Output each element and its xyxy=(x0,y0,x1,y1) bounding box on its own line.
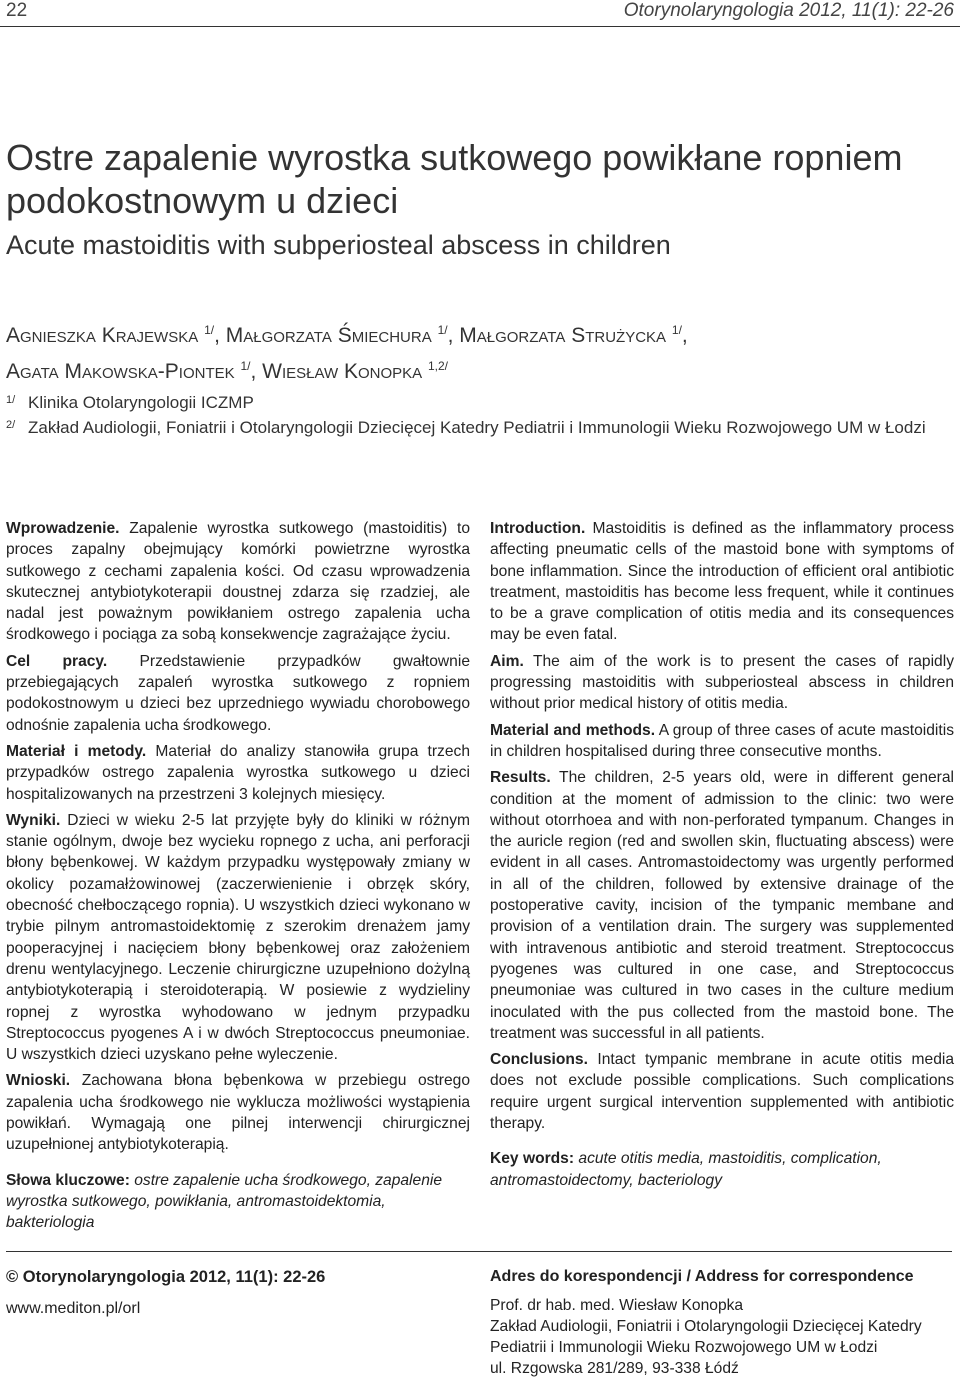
keywords-text: ostre zapalenie ucha środkowego, zapalenie wyrostka sutkowego, powikłania, antromastoidektomia, bakteriologia xyxy=(6,1171,443,1232)
affiliation-item xyxy=(6,415,936,440)
author-name: Małgorzata Strużycka xyxy=(459,324,667,347)
correspondence-address xyxy=(490,1266,955,1379)
section-text: Materiał do analizy stanowiła grupa trzech przypadków ostrego zapalenia wyrostka sutkowego u dzieci hospitalizowanych na przestrzeni 3 kolejnych miesięcy. xyxy=(6,742,470,803)
abstract-paragraph xyxy=(490,720,954,763)
abstract-paragraph xyxy=(490,1049,954,1134)
section-label: Conclusions. xyxy=(490,1051,588,1069)
author-name: Agata Makowska-Piontek xyxy=(6,360,235,383)
section-text: The aim of the work is to present the cases of rapidly progressing mastoiditis with subperiosteal abscess in children without prior medical history of otitis media. xyxy=(490,652,954,713)
section-label: Wnioski. xyxy=(6,1072,71,1090)
author-list xyxy=(6,315,951,387)
author-separator: , xyxy=(681,324,688,347)
section-label: Introduction. xyxy=(490,520,586,537)
author-name: Wiesław Konopka xyxy=(262,360,423,383)
journal-citation: Otorynolaryngologia 2012, 11(1): 22-26 xyxy=(623,0,954,21)
section-label: Materiał i metody. xyxy=(6,742,147,760)
footer-publication xyxy=(6,1266,325,1320)
keywords-text: acute otitis media, mastoiditis, complication, antromastoidectomy, bacteriology xyxy=(490,1150,882,1189)
affiliation-mark: 2/ xyxy=(6,419,16,431)
section-text: A group of three cases of acute mastoiditis in children hospitalised during three consecutive months. xyxy=(490,721,954,760)
section-text: Zachowana błona bębenkowa w przebiegu ostrego zapalenia ucha środkowego nie wyklucza możliwości wystąpienia powikłań. Wymagają one pilnej interwencji chirurgicznej uzupełnionej antybiotykoterapią. xyxy=(6,1072,470,1154)
abstract-paragraph xyxy=(6,651,470,736)
section-text: The children, 2-5 years old, were in different general condition at the moment of admission to the clinic: two were without otorrhoea and with non-perforated tympanum. Changes in the auricle region (red and swollen skin, fluctuating abscess) were evident in all cases. Antromastoidectomy was urgently performed in all of the children, followed by extensive drainage of the postoperative cavity, incision of the tympanic membane and provision of a ventilation drain. The surgery was supplemented with intravenous antibiotic and steroid treatment. Streptococcus pyogenes was cultured in one case, and Streptococcus pneumoniae was cultured in two cases in the culture medium inoculated with the pus collected from the mastoid bone. The treatment was successful in all patients. xyxy=(490,769,954,1042)
page-number: 22 xyxy=(6,0,28,21)
address-line: Zakład Audiologii, Foniatrii i Otolaryngologii Dziecięcej Katedry Pediatrii i Immunologii Wieku Rozwojowego UM w Łodzi xyxy=(490,1318,922,1356)
author-affiliation-mark: 1/ xyxy=(204,323,215,337)
affiliation-item xyxy=(6,390,936,415)
address-line: ul. Rzgowska 281/289, 93-338 Łódź xyxy=(490,1360,739,1377)
footer-divider xyxy=(6,1251,952,1252)
abstract-english xyxy=(490,518,954,1196)
section-label: Aim. xyxy=(490,652,524,670)
article-title-polish: Ostre zapalenie wyrostka sutkowego powikłane ropniem podokostnowym u dzieci xyxy=(6,137,903,221)
address-heading: Adres do korespondencji / Address for correspondence xyxy=(490,1268,914,1285)
keywords-english xyxy=(490,1148,954,1191)
section-text: Przedstawienie przypadków gwałtownie przebiegających zapaleń wyrostka sutkowego z ropniem podokostnowym u dzieci bez uprzedniego wywiadu chorobowego odnośnie zapalenia ucha środkowego. xyxy=(6,652,470,734)
running-header xyxy=(0,0,960,27)
affiliation-text: Klinika Otolaryngologii ICZMP xyxy=(28,393,254,412)
keywords-label: Słowa kluczowe: xyxy=(6,1171,130,1189)
affiliations xyxy=(6,390,936,440)
keywords-label: Key words: xyxy=(490,1150,575,1168)
author-affiliation-mark: 1,2/ xyxy=(428,359,449,373)
section-label: Cel pracy. xyxy=(6,652,108,670)
author-separator: , xyxy=(214,324,226,347)
abstract-paragraph xyxy=(490,518,954,646)
author-affiliation-mark: 1/ xyxy=(671,323,682,337)
section-text: Zapalenie wyrostka sutkowego (mastoiditis) to proces zapalny obejmujący komórki powietrzne wyrostka sutkowego z cechami zapalenia kości. Od czasu wprowadzenia skutecznej antybiotykoterapii doustnej zdarza się rzadziej, ale nadal jest poważnym powikłaniem ostrego zapalenia ucha środkowego i pociąga za sobą konsekwencje zagrażające życiu. xyxy=(6,520,470,644)
affiliation-mark: 1/ xyxy=(6,394,16,406)
section-label: Material and methods. xyxy=(490,721,656,739)
abstract-paragraph xyxy=(490,767,954,1044)
section-text: Intact tympanic membrane in acute otitis media does not exclude possible complications. Such complications require urgent surgical intervention supplemented with antibiotic therapy. xyxy=(490,1051,954,1133)
affiliation-text: Zakład Audiologii, Foniatrii i Otolaryngologii Dziecięcej Katedry Pediatrii i Immunologii Wieku Rozwojowego UM w Łodzi xyxy=(28,418,926,437)
keywords-polish xyxy=(6,1170,470,1234)
section-text: Dzieci w wieku 2-5 lat przyjęte były do kliniki w różnym stanie ogólnym, dwoje bez wycieku ropnego z ucha, ani perforacji błony bębenkowej. W każdym przypadku występowały zmiany w okolicy pozamałżowinowej (zaczerwienienie i obrzęk skóry, obecność chełboczącego ropnia). U wszystkich dzieci wykonano w trybie pilnym antromastoidektomię z szerokim drenażem jamy pooperacyjnej i nacięciem błony bębenkowej oraz założeniem drenu wentylacyjnego. Leczenie chirurgiczne uzupełniono dożylną antybiotykoterapią i steroidoterapią. W posiewie z wydzieliny ropnej z wyrostka wyhodowano w jednym przypadku Streptococcus pyogenes A i w dwóch Streptococcus pneumoniae. U wszystkich dzieci uzyskano pełne wyleczenie. xyxy=(6,811,470,1064)
abstract-paragraph xyxy=(6,741,470,805)
section-label: Wprowadzenie. xyxy=(6,520,120,537)
address-line: Prof. dr hab. med. Wiesław Konopka xyxy=(490,1297,744,1314)
abstract-paragraph xyxy=(6,810,470,1066)
author-separator: , xyxy=(447,324,460,347)
section-label: Wyniki. xyxy=(6,811,61,829)
author-separator: , xyxy=(250,360,263,383)
abstract-polish xyxy=(6,518,470,1239)
abstract-paragraph xyxy=(6,518,470,646)
article-title-english: Acute mastoiditis with subperiosteal abscess in children xyxy=(6,230,671,260)
author-name: Agnieszka Krajewska xyxy=(6,324,199,347)
section-label: Results. xyxy=(490,769,551,787)
abstract-paragraph xyxy=(6,1070,470,1155)
author-affiliation-mark: 1/ xyxy=(437,323,448,337)
journal-url: www.mediton.pl/orl xyxy=(6,1300,141,1317)
author-name: Małgorzata Śmiechura xyxy=(225,324,432,347)
copyright-line: © Otorynolaryngologia 2012, 11(1): 22-26 xyxy=(6,1268,326,1286)
author-affiliation-mark: 1/ xyxy=(240,359,251,373)
section-text: Mastoiditis is defined as the inflammatory process affecting pneumatic cells of the mastoid bone with symptoms of bone inflammation. Since the introduction of efficient oral antibiotic treatment, mastoiditis has become less frequent, while it continues to be a grave complication of otitis media and its consequences may be even fatal. xyxy=(490,520,954,644)
abstract-paragraph xyxy=(490,651,954,715)
